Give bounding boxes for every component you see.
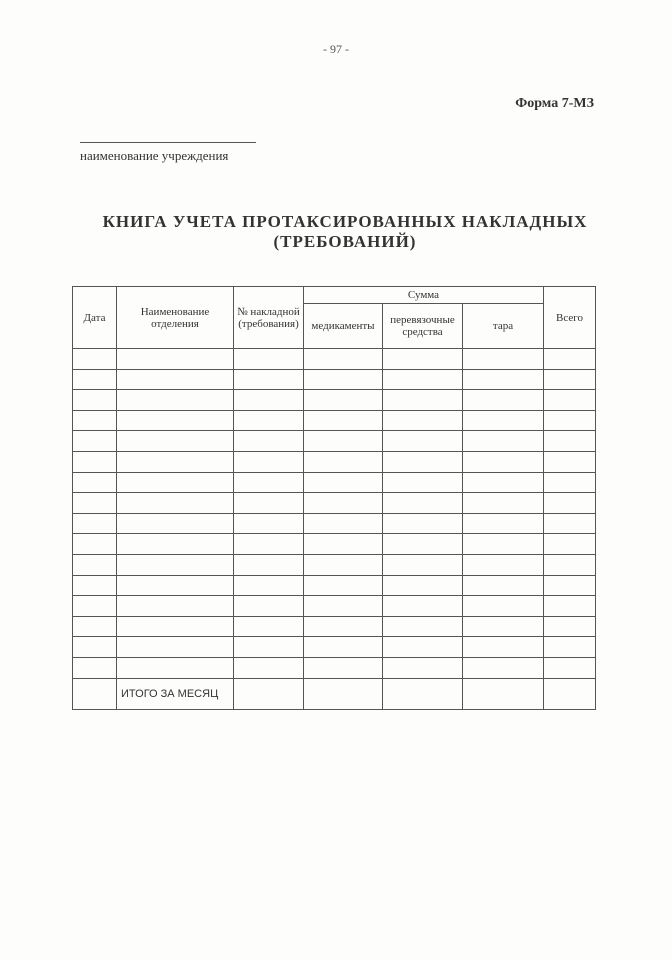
cell-medicines[interactable] bbox=[304, 472, 383, 493]
cell-invoice[interactable] bbox=[234, 349, 304, 370]
cell-dressings[interactable] bbox=[383, 657, 463, 678]
cell-invoice[interactable] bbox=[234, 451, 304, 472]
cell-dressings[interactable] bbox=[383, 554, 463, 575]
table-row bbox=[73, 390, 596, 411]
cell-date[interactable] bbox=[73, 431, 117, 452]
cell-container[interactable] bbox=[463, 369, 544, 390]
cell-medicines[interactable] bbox=[304, 410, 383, 431]
cell-department[interactable] bbox=[117, 513, 234, 534]
cell-date[interactable] bbox=[73, 410, 117, 431]
page-number: - 97 - bbox=[323, 42, 349, 56]
cell-date[interactable] bbox=[73, 369, 117, 390]
cell-department[interactable] bbox=[117, 349, 234, 370]
cell-sum[interactable] bbox=[544, 554, 596, 575]
cell-sum[interactable] bbox=[544, 637, 596, 658]
cell-sum[interactable] bbox=[544, 410, 596, 431]
cell-department[interactable] bbox=[117, 616, 234, 637]
cell-medicines[interactable] bbox=[304, 657, 383, 678]
cell-invoice[interactable] bbox=[234, 534, 304, 555]
cell-container[interactable] bbox=[463, 410, 544, 431]
cell-container[interactable] bbox=[463, 637, 544, 658]
cell-invoice[interactable] bbox=[234, 472, 304, 493]
header-invoice-number: № накладной (требования) bbox=[234, 287, 304, 349]
cell-department[interactable] bbox=[117, 410, 234, 431]
cell-container[interactable] bbox=[463, 616, 544, 637]
cell-department[interactable] bbox=[117, 637, 234, 658]
cell-dressings[interactable] bbox=[383, 493, 463, 514]
cell-dressings[interactable] bbox=[383, 575, 463, 596]
table-row bbox=[73, 596, 596, 617]
ledger-table bbox=[72, 286, 596, 710]
total-row bbox=[73, 678, 596, 709]
table-row bbox=[73, 554, 596, 575]
cell-dressings[interactable] bbox=[383, 451, 463, 472]
cell-date[interactable] bbox=[73, 493, 117, 514]
institution-name-line bbox=[80, 142, 256, 143]
cell-department[interactable] bbox=[117, 554, 234, 575]
total-invoice-cell[interactable] bbox=[234, 678, 304, 709]
cell-sum[interactable] bbox=[544, 657, 596, 678]
cell-date[interactable] bbox=[73, 390, 117, 411]
cell-dressings[interactable] bbox=[383, 616, 463, 637]
cell-dressings[interactable] bbox=[383, 472, 463, 493]
cell-dressings[interactable] bbox=[383, 513, 463, 534]
cell-sum[interactable] bbox=[544, 431, 596, 452]
cell-dressings[interactable] bbox=[383, 390, 463, 411]
cell-medicines[interactable] bbox=[304, 554, 383, 575]
cell-department[interactable] bbox=[117, 534, 234, 555]
cell-department[interactable] bbox=[117, 472, 234, 493]
cell-container[interactable] bbox=[463, 390, 544, 411]
cell-date[interactable] bbox=[73, 657, 117, 678]
cell-container[interactable] bbox=[463, 513, 544, 534]
cell-dressings[interactable] bbox=[383, 637, 463, 658]
cell-date[interactable] bbox=[73, 349, 117, 370]
cell-date[interactable] bbox=[73, 616, 117, 637]
cell-department[interactable] bbox=[117, 431, 234, 452]
cell-invoice[interactable] bbox=[234, 513, 304, 534]
cell-date[interactable] bbox=[73, 534, 117, 555]
cell-invoice[interactable] bbox=[234, 575, 304, 596]
total-dressings-cell[interactable] bbox=[383, 678, 463, 709]
cell-dressings[interactable] bbox=[383, 349, 463, 370]
cell-date[interactable] bbox=[73, 472, 117, 493]
cell-department[interactable] bbox=[117, 596, 234, 617]
cell-sum[interactable] bbox=[544, 390, 596, 411]
title-line-1: КНИГА УЧЕТА ПРОТАКСИРОВАННЫХ НАКЛАДНЫХ bbox=[102, 212, 588, 231]
document-title bbox=[60, 212, 630, 252]
title-line-2: (ТРЕБОВАНИЙ) bbox=[273, 232, 417, 251]
cell-container[interactable] bbox=[463, 534, 544, 555]
cell-sum[interactable] bbox=[544, 596, 596, 617]
total-date-cell[interactable] bbox=[73, 678, 117, 709]
cell-container[interactable] bbox=[463, 451, 544, 472]
cell-date[interactable] bbox=[73, 596, 117, 617]
cell-department[interactable] bbox=[117, 493, 234, 514]
cell-invoice[interactable] bbox=[234, 554, 304, 575]
form-label: Форма 7-МЗ bbox=[515, 96, 594, 111]
cell-invoice[interactable] bbox=[234, 390, 304, 411]
cell-sum[interactable] bbox=[544, 575, 596, 596]
total-label: ИТОГО ЗА МЕСЯЦ bbox=[117, 678, 234, 709]
cell-dressings[interactable] bbox=[383, 431, 463, 452]
cell-container[interactable] bbox=[463, 472, 544, 493]
cell-medicines[interactable] bbox=[304, 575, 383, 596]
table-row bbox=[73, 657, 596, 678]
cell-sum[interactable] bbox=[544, 472, 596, 493]
cell-medicines[interactable] bbox=[304, 431, 383, 452]
cell-sum[interactable] bbox=[544, 349, 596, 370]
cell-medicines[interactable] bbox=[304, 349, 383, 370]
header-total: Всего bbox=[544, 287, 596, 349]
cell-container[interactable] bbox=[463, 493, 544, 514]
total-sum-cell[interactable] bbox=[544, 678, 596, 709]
header-medicines: медикаменты bbox=[304, 304, 383, 349]
cell-container[interactable] bbox=[463, 554, 544, 575]
cell-invoice[interactable] bbox=[234, 596, 304, 617]
cell-date[interactable] bbox=[73, 451, 117, 472]
total-medicines-cell[interactable] bbox=[304, 678, 383, 709]
cell-container[interactable] bbox=[463, 596, 544, 617]
cell-container[interactable] bbox=[463, 349, 544, 370]
table-row bbox=[73, 410, 596, 431]
cell-sum[interactable] bbox=[544, 534, 596, 555]
cell-medicines[interactable] bbox=[304, 369, 383, 390]
cell-department[interactable] bbox=[117, 575, 234, 596]
cell-department[interactable] bbox=[117, 657, 234, 678]
header-dressings: перевязочные средства bbox=[383, 304, 463, 349]
cell-container[interactable] bbox=[463, 575, 544, 596]
header-department: Наименование отделения bbox=[117, 287, 234, 349]
cell-invoice[interactable] bbox=[234, 616, 304, 637]
cell-medicines[interactable] bbox=[304, 390, 383, 411]
cell-container[interactable] bbox=[463, 657, 544, 678]
header-container: тара bbox=[463, 304, 544, 349]
table-row bbox=[73, 616, 596, 637]
table-row bbox=[73, 637, 596, 658]
table-row bbox=[73, 513, 596, 534]
table-row bbox=[73, 369, 596, 390]
cell-dressings[interactable] bbox=[383, 369, 463, 390]
cell-medicines[interactable] bbox=[304, 493, 383, 514]
total-container-cell[interactable] bbox=[463, 678, 544, 709]
cell-dressings[interactable] bbox=[383, 596, 463, 617]
cell-department[interactable] bbox=[117, 369, 234, 390]
table-row bbox=[73, 534, 596, 555]
cell-invoice[interactable] bbox=[234, 657, 304, 678]
cell-invoice[interactable] bbox=[234, 369, 304, 390]
institution-caption: наименование учреждения bbox=[80, 148, 229, 163]
cell-invoice[interactable] bbox=[234, 637, 304, 658]
cell-medicines[interactable] bbox=[304, 616, 383, 637]
cell-invoice[interactable] bbox=[234, 493, 304, 514]
cell-medicines[interactable] bbox=[304, 451, 383, 472]
table-row bbox=[73, 431, 596, 452]
cell-date[interactable] bbox=[73, 575, 117, 596]
cell-medicines[interactable] bbox=[304, 637, 383, 658]
cell-department[interactable] bbox=[117, 390, 234, 411]
ledger-body bbox=[73, 349, 596, 710]
cell-dressings[interactable] bbox=[383, 410, 463, 431]
cell-department[interactable] bbox=[117, 451, 234, 472]
cell-date[interactable] bbox=[73, 637, 117, 658]
cell-sum[interactable] bbox=[544, 616, 596, 637]
cell-sum[interactable] bbox=[544, 451, 596, 472]
header-sum-group: Сумма bbox=[304, 287, 544, 304]
cell-sum[interactable] bbox=[544, 369, 596, 390]
cell-invoice[interactable] bbox=[234, 410, 304, 431]
cell-container[interactable] bbox=[463, 431, 544, 452]
cell-medicines[interactable] bbox=[304, 513, 383, 534]
cell-sum[interactable] bbox=[544, 513, 596, 534]
cell-date[interactable] bbox=[73, 554, 117, 575]
cell-medicines[interactable] bbox=[304, 596, 383, 617]
table-row bbox=[73, 472, 596, 493]
table-row bbox=[73, 493, 596, 514]
cell-date[interactable] bbox=[73, 513, 117, 534]
cell-medicines[interactable] bbox=[304, 534, 383, 555]
header-date: Дата bbox=[73, 287, 117, 349]
cell-dressings[interactable] bbox=[383, 534, 463, 555]
table-row bbox=[73, 575, 596, 596]
table-row bbox=[73, 451, 596, 472]
table-row bbox=[73, 349, 596, 370]
cell-sum[interactable] bbox=[544, 493, 596, 514]
cell-invoice[interactable] bbox=[234, 431, 304, 452]
